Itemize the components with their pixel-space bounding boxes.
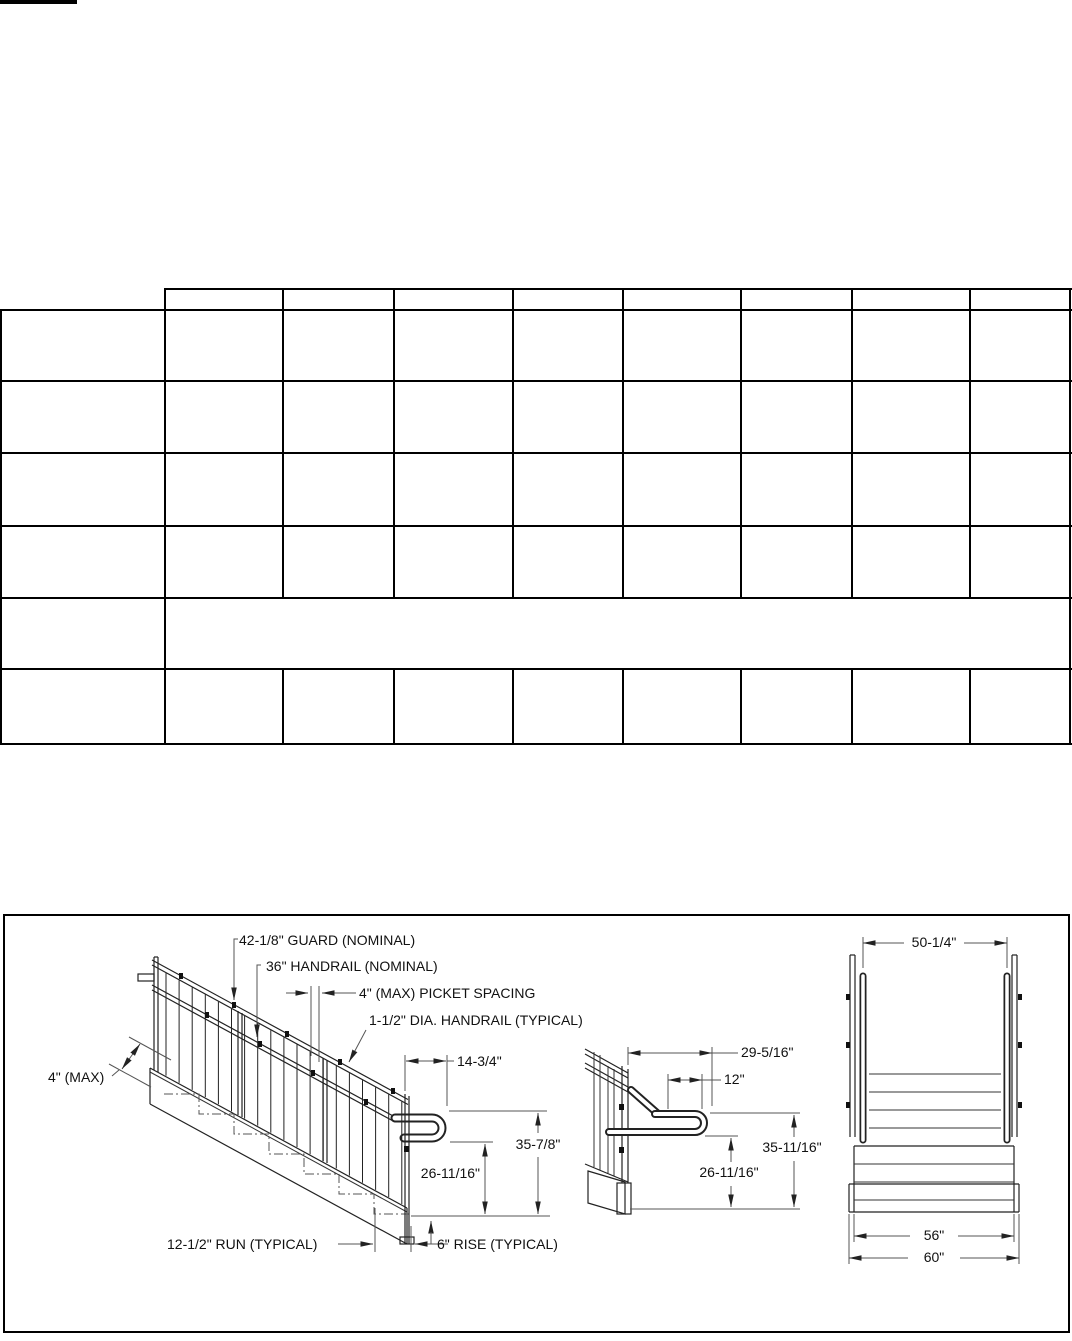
table-grid-line <box>282 668 284 745</box>
max-gap-label: 4" (MAX) <box>48 1069 105 1085</box>
table-header-cell <box>393 288 512 309</box>
table-cell <box>740 380 851 452</box>
table-header-cell <box>740 288 851 309</box>
table-grid-line <box>740 288 742 599</box>
table-grid-line <box>0 597 1072 599</box>
base-width-dim: 60" <box>923 1249 945 1265</box>
side-extension-dim: 29-5/16" <box>741 1044 794 1060</box>
table-cell <box>969 668 1069 743</box>
table-cell <box>512 309 622 380</box>
table-grid-line <box>0 309 1072 311</box>
side-guard-height-dim: 35-11/16" <box>762 1139 822 1155</box>
table-grid-line <box>512 668 514 745</box>
side-handrail-height-dim: 26-11/16" <box>699 1164 759 1180</box>
front-stair-view <box>846 934 1022 1265</box>
table-grid-line <box>969 668 971 745</box>
table-grid-line <box>393 288 395 599</box>
table-header-cell <box>164 288 282 309</box>
table-grid-line <box>164 288 166 745</box>
table-header-cell <box>512 288 622 309</box>
run-label: 12-1/2" RUN (TYPICAL) <box>167 1236 318 1252</box>
picket-group <box>166 973 402 1204</box>
table-cell <box>164 525 282 597</box>
table-cell <box>512 380 622 452</box>
table-cell <box>851 525 969 597</box>
table-grid-line <box>0 380 1072 382</box>
table-cell <box>164 309 282 380</box>
table-cell <box>0 452 164 525</box>
guard-height-dim: 35-7/8" <box>515 1136 561 1152</box>
table-cell <box>851 452 969 525</box>
handrail-label: 36" HANDRAIL (NOMINAL) <box>266 958 438 974</box>
table-grid-line <box>164 288 1072 290</box>
table-grid-line <box>512 288 514 599</box>
table-grid-line <box>282 288 284 599</box>
table-cell <box>282 452 393 525</box>
table-cell <box>851 309 969 380</box>
rise-label: 6" RISE (TYPICAL) <box>437 1236 558 1252</box>
table-grid-line <box>0 309 2 745</box>
table-cell <box>0 668 164 743</box>
table-cell <box>512 668 622 743</box>
stair-diagram-drawing <box>5 916 1068 1331</box>
table-cell <box>851 668 969 743</box>
handrail-width-dim: 50-1/4" <box>911 934 957 950</box>
table-cell <box>393 380 512 452</box>
stair-diagram-frame <box>3 914 1070 1333</box>
table-cell <box>622 525 740 597</box>
picket-spacing-label: 4" (MAX) PICKET SPACING <box>359 985 536 1001</box>
table-cell <box>622 380 740 452</box>
table-cell <box>0 525 164 597</box>
table-cell <box>282 525 393 597</box>
table-cell <box>164 380 282 452</box>
table-cell <box>393 668 512 743</box>
table-grid-line <box>0 743 1072 745</box>
table-cell <box>622 668 740 743</box>
table-cell <box>393 452 512 525</box>
table-grid-line <box>740 668 742 745</box>
table-cell <box>851 380 969 452</box>
table-cell <box>393 525 512 597</box>
iso-stair-view <box>48 932 583 1252</box>
table-header-cell <box>622 288 740 309</box>
table-grid-line <box>0 525 1072 527</box>
table-grid-line <box>393 668 395 745</box>
table-cell <box>512 452 622 525</box>
table-cell <box>0 597 164 668</box>
table-cell <box>969 380 1069 452</box>
table-cell <box>740 309 851 380</box>
table-cell <box>164 452 282 525</box>
guard-label: 42-1/8" GUARD (NOMINAL) <box>239 932 416 948</box>
table-cell <box>282 309 393 380</box>
table-grid-line <box>0 452 1072 454</box>
table-grid-line <box>1069 288 1071 745</box>
table-grid-line <box>622 668 624 745</box>
table-cell <box>512 525 622 597</box>
tread-width-dim: 56" <box>923 1227 945 1243</box>
handrail-height-dim: 26-11/16" <box>420 1165 480 1181</box>
table-cell <box>282 380 393 452</box>
table-cell <box>969 525 1069 597</box>
table-grid-line <box>969 288 971 599</box>
table-cell <box>622 309 740 380</box>
table-cell <box>740 668 851 743</box>
side-stair-view <box>585 1044 822 1214</box>
table-cell <box>969 309 1069 380</box>
handrail-extension-dim: 14-3/4" <box>457 1053 502 1069</box>
table-cell <box>393 309 512 380</box>
table-cell <box>740 525 851 597</box>
table-grid-line <box>622 288 624 599</box>
table-cell <box>740 452 851 525</box>
table-cell-merged <box>164 597 1071 668</box>
table-grid-line <box>0 668 1072 670</box>
table-cell <box>282 668 393 743</box>
table-cell <box>0 380 164 452</box>
table-header-cell <box>851 288 969 309</box>
handrail-dia-label: 1-1/2" DIA. HANDRAIL (TYPICAL) <box>369 1012 583 1028</box>
table-cell <box>164 668 282 743</box>
table-cell <box>969 452 1069 525</box>
table-cell <box>622 452 740 525</box>
table-grid-line <box>851 288 853 599</box>
table-grid-line <box>851 668 853 745</box>
side-top-extension-dim: 12" <box>724 1071 745 1087</box>
table-cell <box>0 309 164 380</box>
table-header-cell <box>282 288 393 309</box>
table-header-cell <box>969 288 1069 309</box>
redaction-bar <box>0 0 77 4</box>
